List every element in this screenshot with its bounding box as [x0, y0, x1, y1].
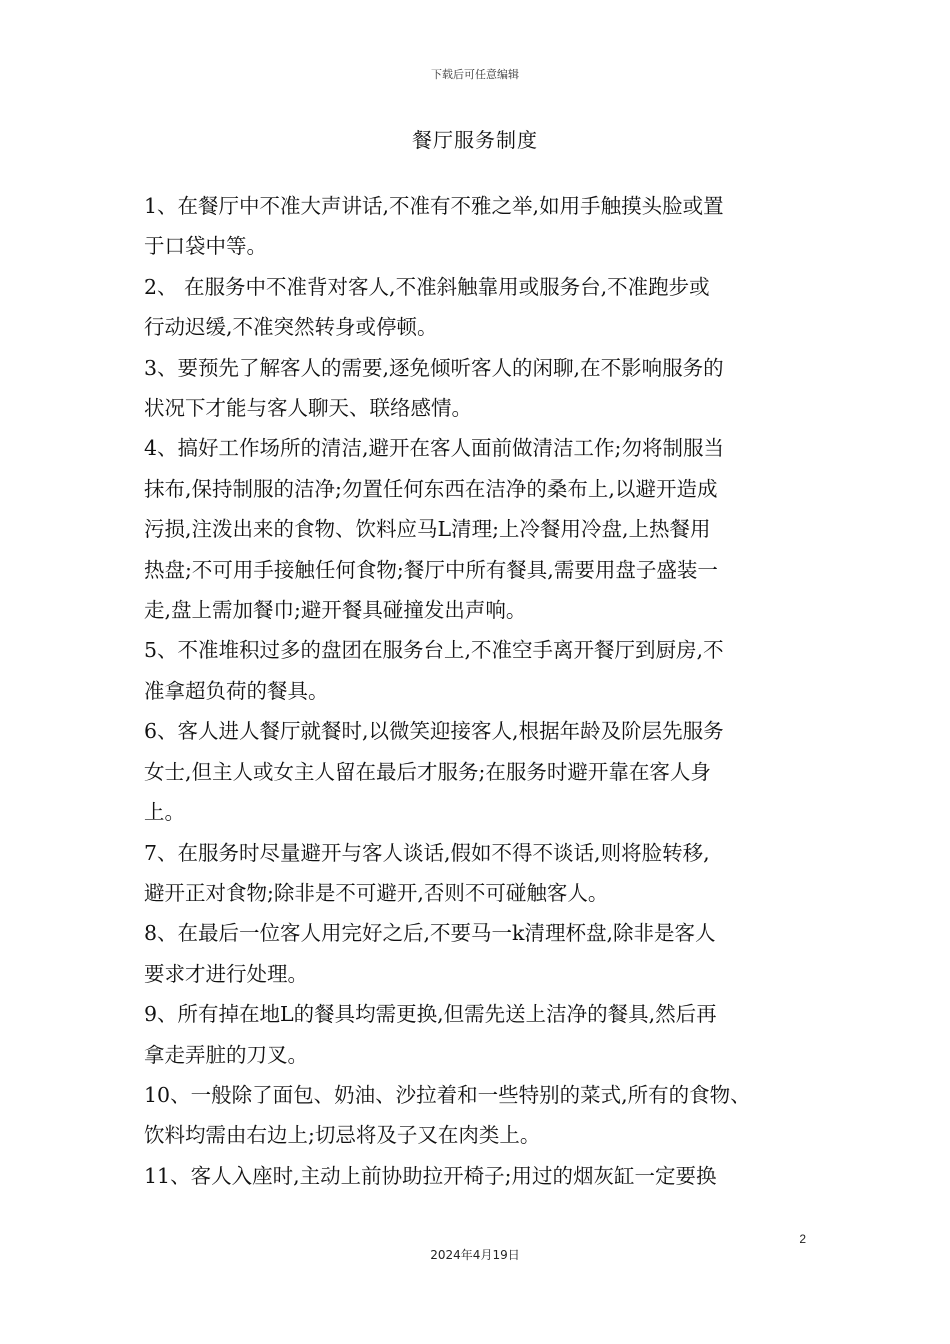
body-line: 抹布,保持制服的洁净;勿置任何东西在洁净的桑布上,以避开造成 [144, 476, 718, 501]
body-line: 状况下才能与客人聊天、联络感情。 [144, 396, 472, 421]
body-line: 热盘;不可用手接触任何食物;餐厅中所有餐具,需要用盘子盛装一 [144, 557, 718, 582]
body-line: 11、客人入座时,主动上前协助拉开椅子;用过的烟灰缸一定要换 [144, 1163, 717, 1188]
body-line: 6、客人进人餐厅就餐时,以微笑迎接客人,根据年龄及阶层先服务 [144, 719, 724, 744]
body-line: 10、一般除了面包、奶油、沙拉着和一些特别的菜式,所有的食物、 [144, 1082, 751, 1107]
body-line: 3、要预先了解客人的需要,逐免倾听客人的闲聊,在不影响服务的 [144, 355, 724, 380]
body-line: 2、 在服务中不准背对客人,不准斜触靠用或服务台,不准跑步或 [144, 274, 710, 299]
body-line: 走,盘上需加餐巾;避开餐具碰撞发出声响。 [144, 598, 527, 623]
footer-date: 2024年4月19日 [430, 1248, 520, 1262]
body-line: 拿走弄脏的刀叉。 [144, 1042, 308, 1067]
body-line: 8、在最后一位客人用完好之后,不要马一k清理杯盘,除非是客人 [144, 921, 716, 946]
body-line: 9、所有掉在地L的餐具均需更换,但需先送上洁净的餐具,然后再 [144, 1002, 717, 1027]
body-line: 污损,注泼出来的食物、饮料应马L清理;上冷餐用冷盘,上热餐用 [144, 517, 711, 542]
body-line: 避开正对食物;除非是不可避开,否则不可碰触客人。 [144, 880, 609, 905]
body-line: 行动迟缓,不准突然转身或停顿。 [144, 315, 438, 340]
body-line: 4、搞好工作场所的清洁,避开在客人面前做清洁工作;勿将制服当 [144, 436, 724, 461]
body-line: 女士,但主人或女主人留在最后才服务;在服务时避开靠在客人身 [144, 759, 711, 784]
body-line: 准拿超负荷的餐具。 [144, 678, 329, 703]
body-line: 要求才进行处理。 [144, 961, 308, 986]
page-number: 2 [799, 1232, 806, 1246]
header-note: 下载后可任意编辑 [431, 68, 519, 81]
body-line: 7、在服务时尽量避开与客人谈话,假如不得不谈话,则将脸转移, [144, 840, 710, 865]
body-line: 上。 [144, 800, 185, 825]
body-line: 1、在餐厅中不准大声讲话,不准有不雅之举,如用手触摸头脸或置 [144, 194, 724, 218]
body-line: 5、不准堆积过多的盘团在服务台上,不准空手离开餐厅到厨房,不 [144, 638, 724, 663]
body-line: 于口袋中等。 [144, 234, 267, 259]
body-line: 饮料均需由右边上;切忌将及子又在肉类上。 [144, 1123, 541, 1148]
document-body [144, 186, 814, 1196]
document-title: 餐厅服务制度 [412, 128, 538, 152]
